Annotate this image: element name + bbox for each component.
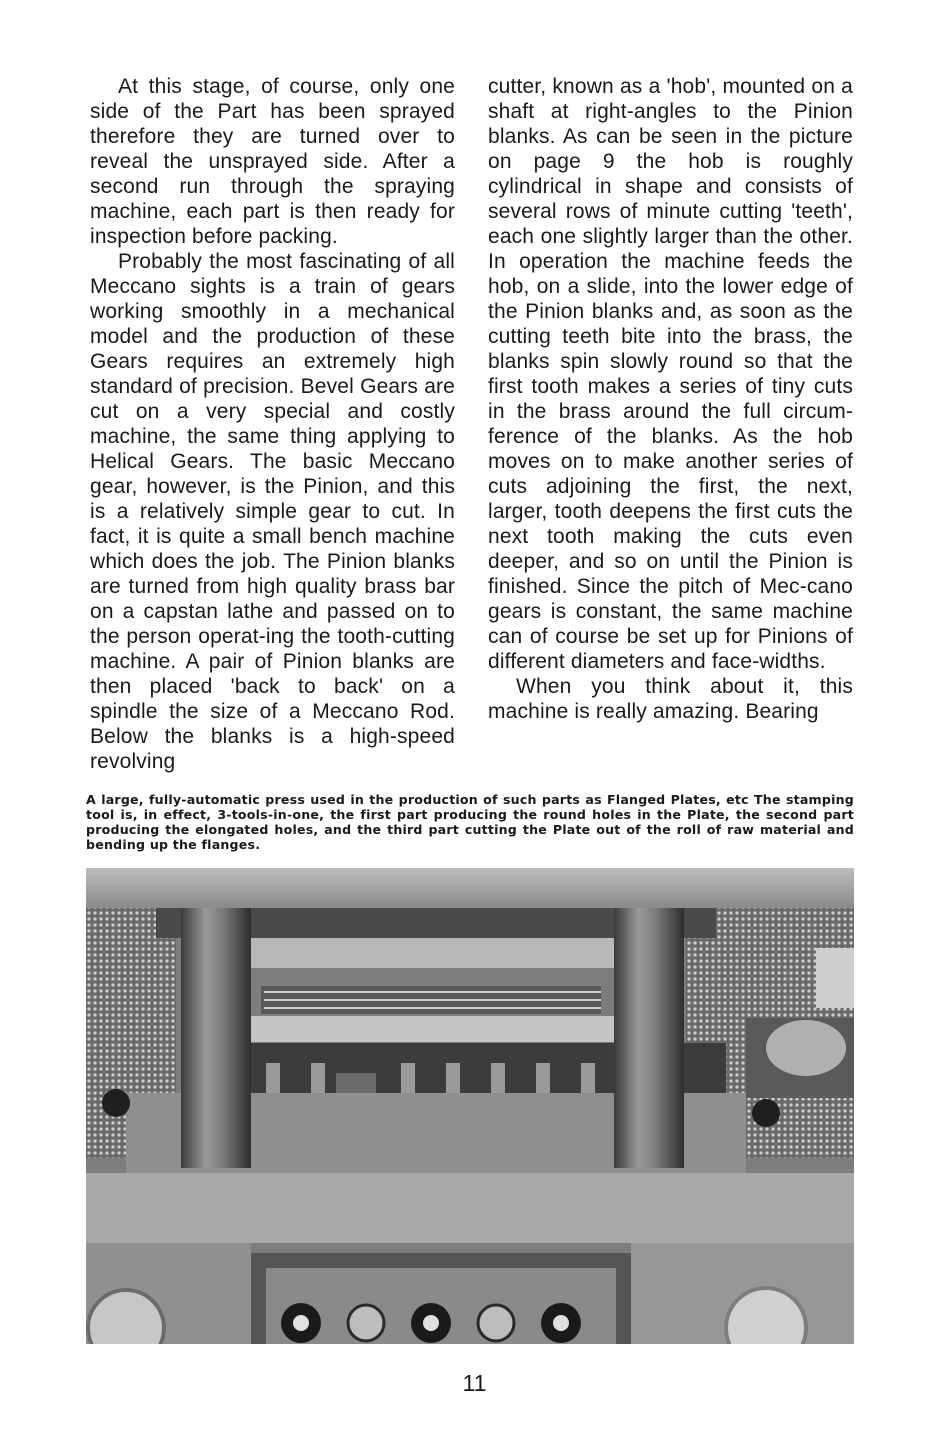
photo-caption: A large, fully-automatic press used in the production of such parts as Flanged Plates, etc The stamping tool is, in effect, 3-tools-in-one, the first part producing the round holes in the Plate, the second part producing the elongated holes, and the third part cutting the Plate out of the roll of raw material and bending up the flanges.: [86, 792, 854, 852]
paragraph: At this stage, of course, only one side of the Part has been sprayed therefore they are turned over to reveal the unsprayed side. After a second run through the spraying machine, each part is then ready for inspection before packing.: [90, 75, 455, 248]
page-number: 11: [462, 1370, 487, 1396]
paragraph: cutter, known as a 'hob', mounted on a shaft at right-angles to the Pinion blanks. As can be seen in the picture on page 9 the hob is roughly cylindrical in shape and consists of several rows of minute cutting 'teeth', each one slightly larger than the other. In operation the machine feeds the hob, on a slide, into the lower edge of the Pinion blanks and, as soon as the cutting teeth bite into the brass, the blanks spin slowly round so that the first tooth makes a series of tiny cuts in the brass around the full circum-ference of the blanks. As the hob moves on to make another series of cuts adjoining the first, the next, larger, tooth deepens the first cuts the next tooth making the cuts even deeper, and so on until the Pinion is finished. Since the pitch of Mec-cano gears is constant, the same machine can of course be set up for Pinions of different diameters and face-widths.: [488, 75, 853, 673]
paragraph: Probably the most fascinating of all Meccano sights is a train of gears working smoothly in a mechanical model and the production of these Gears requires an extremely high standard of precision. Bevel Gears are cut on a very special and costly machine, the same thing applying to Helical Gears. The basic Meccano gear, however, is the Pinion, and this is a relatively simple gear to cut. In fact, it is quite a small bench machine which does the job. The Pinion blanks are turned from high quality brass bar on a capstan lathe and passed on to the person operat-ing the tooth-cutting machine. A pair of Pinion blanks are then placed 'back to back' on a spindle the size of a Meccano Rod. Below the blanks is a high-speed revolving: [90, 250, 455, 773]
paragraph: When you think about it, this machine is really amazing. Bearing: [488, 675, 853, 723]
left-column: [90, 74, 455, 774]
press-photo: [86, 868, 854, 1344]
right-column: [488, 74, 853, 724]
